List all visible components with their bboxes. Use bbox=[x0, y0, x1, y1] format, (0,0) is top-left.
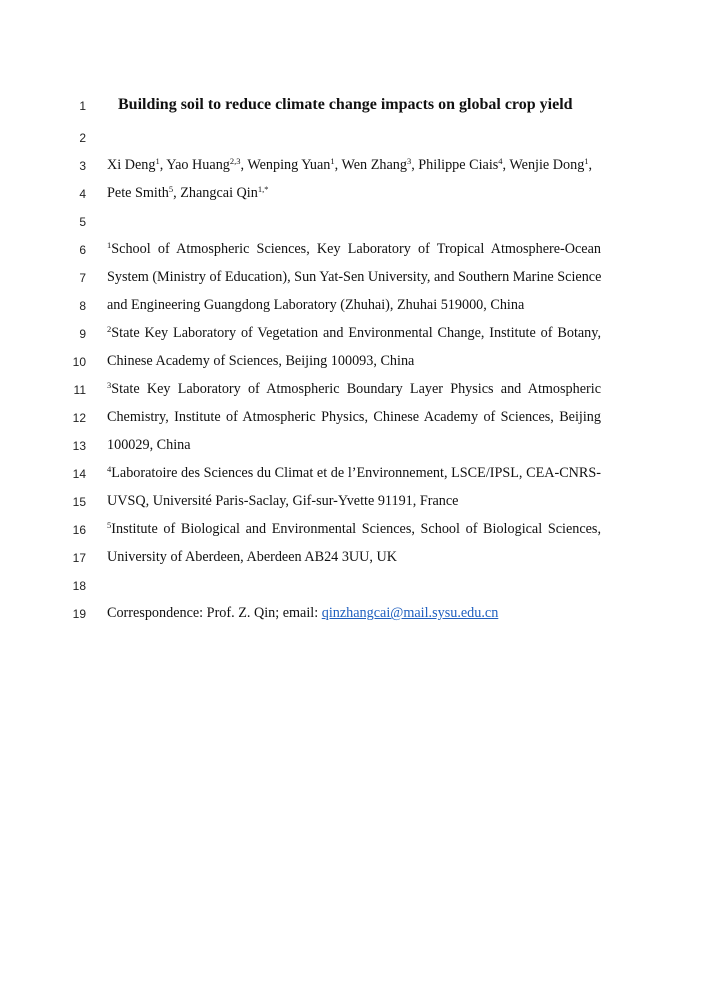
manuscript-line bbox=[0, 211, 707, 231]
affiliation-2 bbox=[107, 323, 601, 343]
manuscript-line bbox=[0, 575, 707, 595]
author-name: Wenping Yuan bbox=[247, 157, 331, 173]
line-number: 7 bbox=[79, 271, 86, 285]
affiliation-mark: 1 bbox=[107, 240, 112, 250]
line-number: 5 bbox=[79, 215, 86, 229]
correspondence bbox=[107, 603, 601, 623]
manuscript-line bbox=[0, 323, 707, 343]
line-number: 19 bbox=[72, 607, 86, 621]
manuscript-line bbox=[0, 155, 707, 175]
line-number: 2 bbox=[79, 131, 86, 145]
affiliation-mark: 2 bbox=[107, 324, 112, 334]
line-number: 14 bbox=[72, 467, 86, 481]
author-name: Zhangcai Qin bbox=[180, 185, 258, 201]
affiliation-mark: 4 bbox=[107, 464, 112, 474]
affiliation-text: Institute of Biological and Environmental Sciences, School of Biological Sciences, bbox=[111, 521, 601, 537]
affiliation-text: and Engineering Guangdong Laboratory (Zhuhai), Zhuhai 519000, China bbox=[107, 297, 525, 313]
line-number: 18 bbox=[72, 579, 86, 593]
manuscript-line bbox=[0, 463, 707, 483]
affiliation-4 bbox=[107, 463, 601, 483]
author-name: Pete Smith bbox=[107, 185, 169, 201]
affiliation-mark: 5 bbox=[107, 520, 112, 530]
author-affiliation-mark: 5 bbox=[168, 184, 174, 194]
line-number: 11 bbox=[73, 383, 86, 397]
manuscript-line bbox=[0, 267, 707, 287]
manuscript-line bbox=[0, 239, 707, 259]
line-number: 17 bbox=[72, 551, 86, 565]
line-number: 10 bbox=[72, 355, 86, 369]
author-affiliation-mark: 3 bbox=[406, 156, 412, 166]
manuscript-line bbox=[0, 407, 707, 427]
author-name: Wenjie Dong bbox=[509, 157, 585, 173]
affiliation-text: System (Ministry of Education), Sun Yat-Sen University, and Southern Marine Science bbox=[107, 269, 602, 285]
author-name: Yao Huang bbox=[166, 157, 230, 173]
author-affiliation-mark: 1 bbox=[584, 156, 589, 166]
manuscript-line bbox=[0, 435, 707, 455]
paper-title: Building soil to reduce climate change impacts on global crop yield bbox=[118, 96, 573, 113]
affiliation-mark: 3 bbox=[107, 380, 112, 390]
affiliation-5 bbox=[107, 519, 601, 539]
manuscript-line bbox=[0, 95, 707, 115]
author-affiliation-mark: 4 bbox=[498, 156, 503, 166]
author-affiliation-mark: 1 bbox=[155, 156, 160, 166]
affiliation-text: Laboratoire des Sciences du Climat et de l’Environnement, LSCE/IPSL, CEA-CNRS- bbox=[111, 465, 601, 481]
author-list-line-1: Xi Deng$^1$, Yao Huang$^{2,3}$, Wenping Yuan$^1$, Wen Zhang$^3$, Philippe Ciais$^4$, Wenjie Dong$^1$, bbox=[107, 156, 593, 173]
manuscript-line bbox=[0, 127, 707, 147]
affiliation-text: UVSQ, Université Paris-Saclay, Gif-sur-Yvette 91191, France bbox=[107, 493, 459, 509]
line-number: 8 bbox=[79, 299, 86, 313]
manuscript-line bbox=[0, 183, 707, 203]
line-number: 13 bbox=[72, 439, 86, 453]
manuscript-line bbox=[0, 351, 707, 371]
author-affiliation-mark: 1,* bbox=[257, 184, 269, 194]
manuscript-line bbox=[0, 519, 707, 539]
manuscript-line bbox=[0, 379, 707, 399]
line-number: 6 bbox=[79, 243, 86, 257]
affiliation-text: State Key Laboratory of Atmospheric Boundary Layer Physics and Atmospheric bbox=[111, 381, 601, 397]
line-number: 15 bbox=[72, 495, 86, 509]
affiliation-text: University of Aberdeen, Aberdeen AB24 3UU, UK bbox=[107, 549, 397, 565]
author-name: Wen Zhang bbox=[341, 157, 407, 173]
affiliation-text: 100029, China bbox=[107, 437, 191, 453]
manuscript-line bbox=[0, 603, 707, 623]
correspondence-label: Correspondence: Prof. Z. Qin; email: bbox=[107, 605, 322, 621]
line-number: 12 bbox=[72, 411, 86, 425]
affiliation-text: Chinese Academy of Sciences, Beijing 100093, China bbox=[107, 353, 415, 369]
author-list-line-2: Pete Smith$^5$, Zhangcai Qin$^{1,*}$ bbox=[107, 184, 269, 201]
manuscript-line bbox=[0, 547, 707, 567]
author-affiliation-mark: 2,3 bbox=[229, 156, 241, 166]
manuscript-line bbox=[0, 491, 707, 511]
line-number: 3 bbox=[79, 159, 86, 173]
affiliation-3 bbox=[107, 379, 601, 399]
affiliation-1 bbox=[107, 239, 601, 259]
email-link[interactable]: qinzhangcai@mail.sysu.edu.cn bbox=[321, 605, 499, 621]
author-name: Philippe Ciais bbox=[418, 157, 499, 173]
line-number: 16 bbox=[72, 523, 86, 537]
line-number: 1 bbox=[79, 99, 86, 113]
line-number: 4 bbox=[79, 187, 86, 201]
affiliation-text: School of Atmospheric Sciences, Key Laboratory of Tropical Atmosphere-Ocean bbox=[111, 241, 601, 257]
affiliation-text: State Key Laboratory of Vegetation and Environmental Change, Institute of Botany, bbox=[111, 325, 601, 341]
author-name: Xi Deng bbox=[107, 157, 156, 173]
affiliation-text: Chemistry, Institute of Atmospheric Physics, Chinese Academy of Sciences, Beijing bbox=[107, 409, 601, 425]
line-number: 9 bbox=[79, 327, 86, 341]
author-affiliation-mark: 1 bbox=[330, 156, 335, 166]
manuscript-line bbox=[0, 295, 707, 315]
